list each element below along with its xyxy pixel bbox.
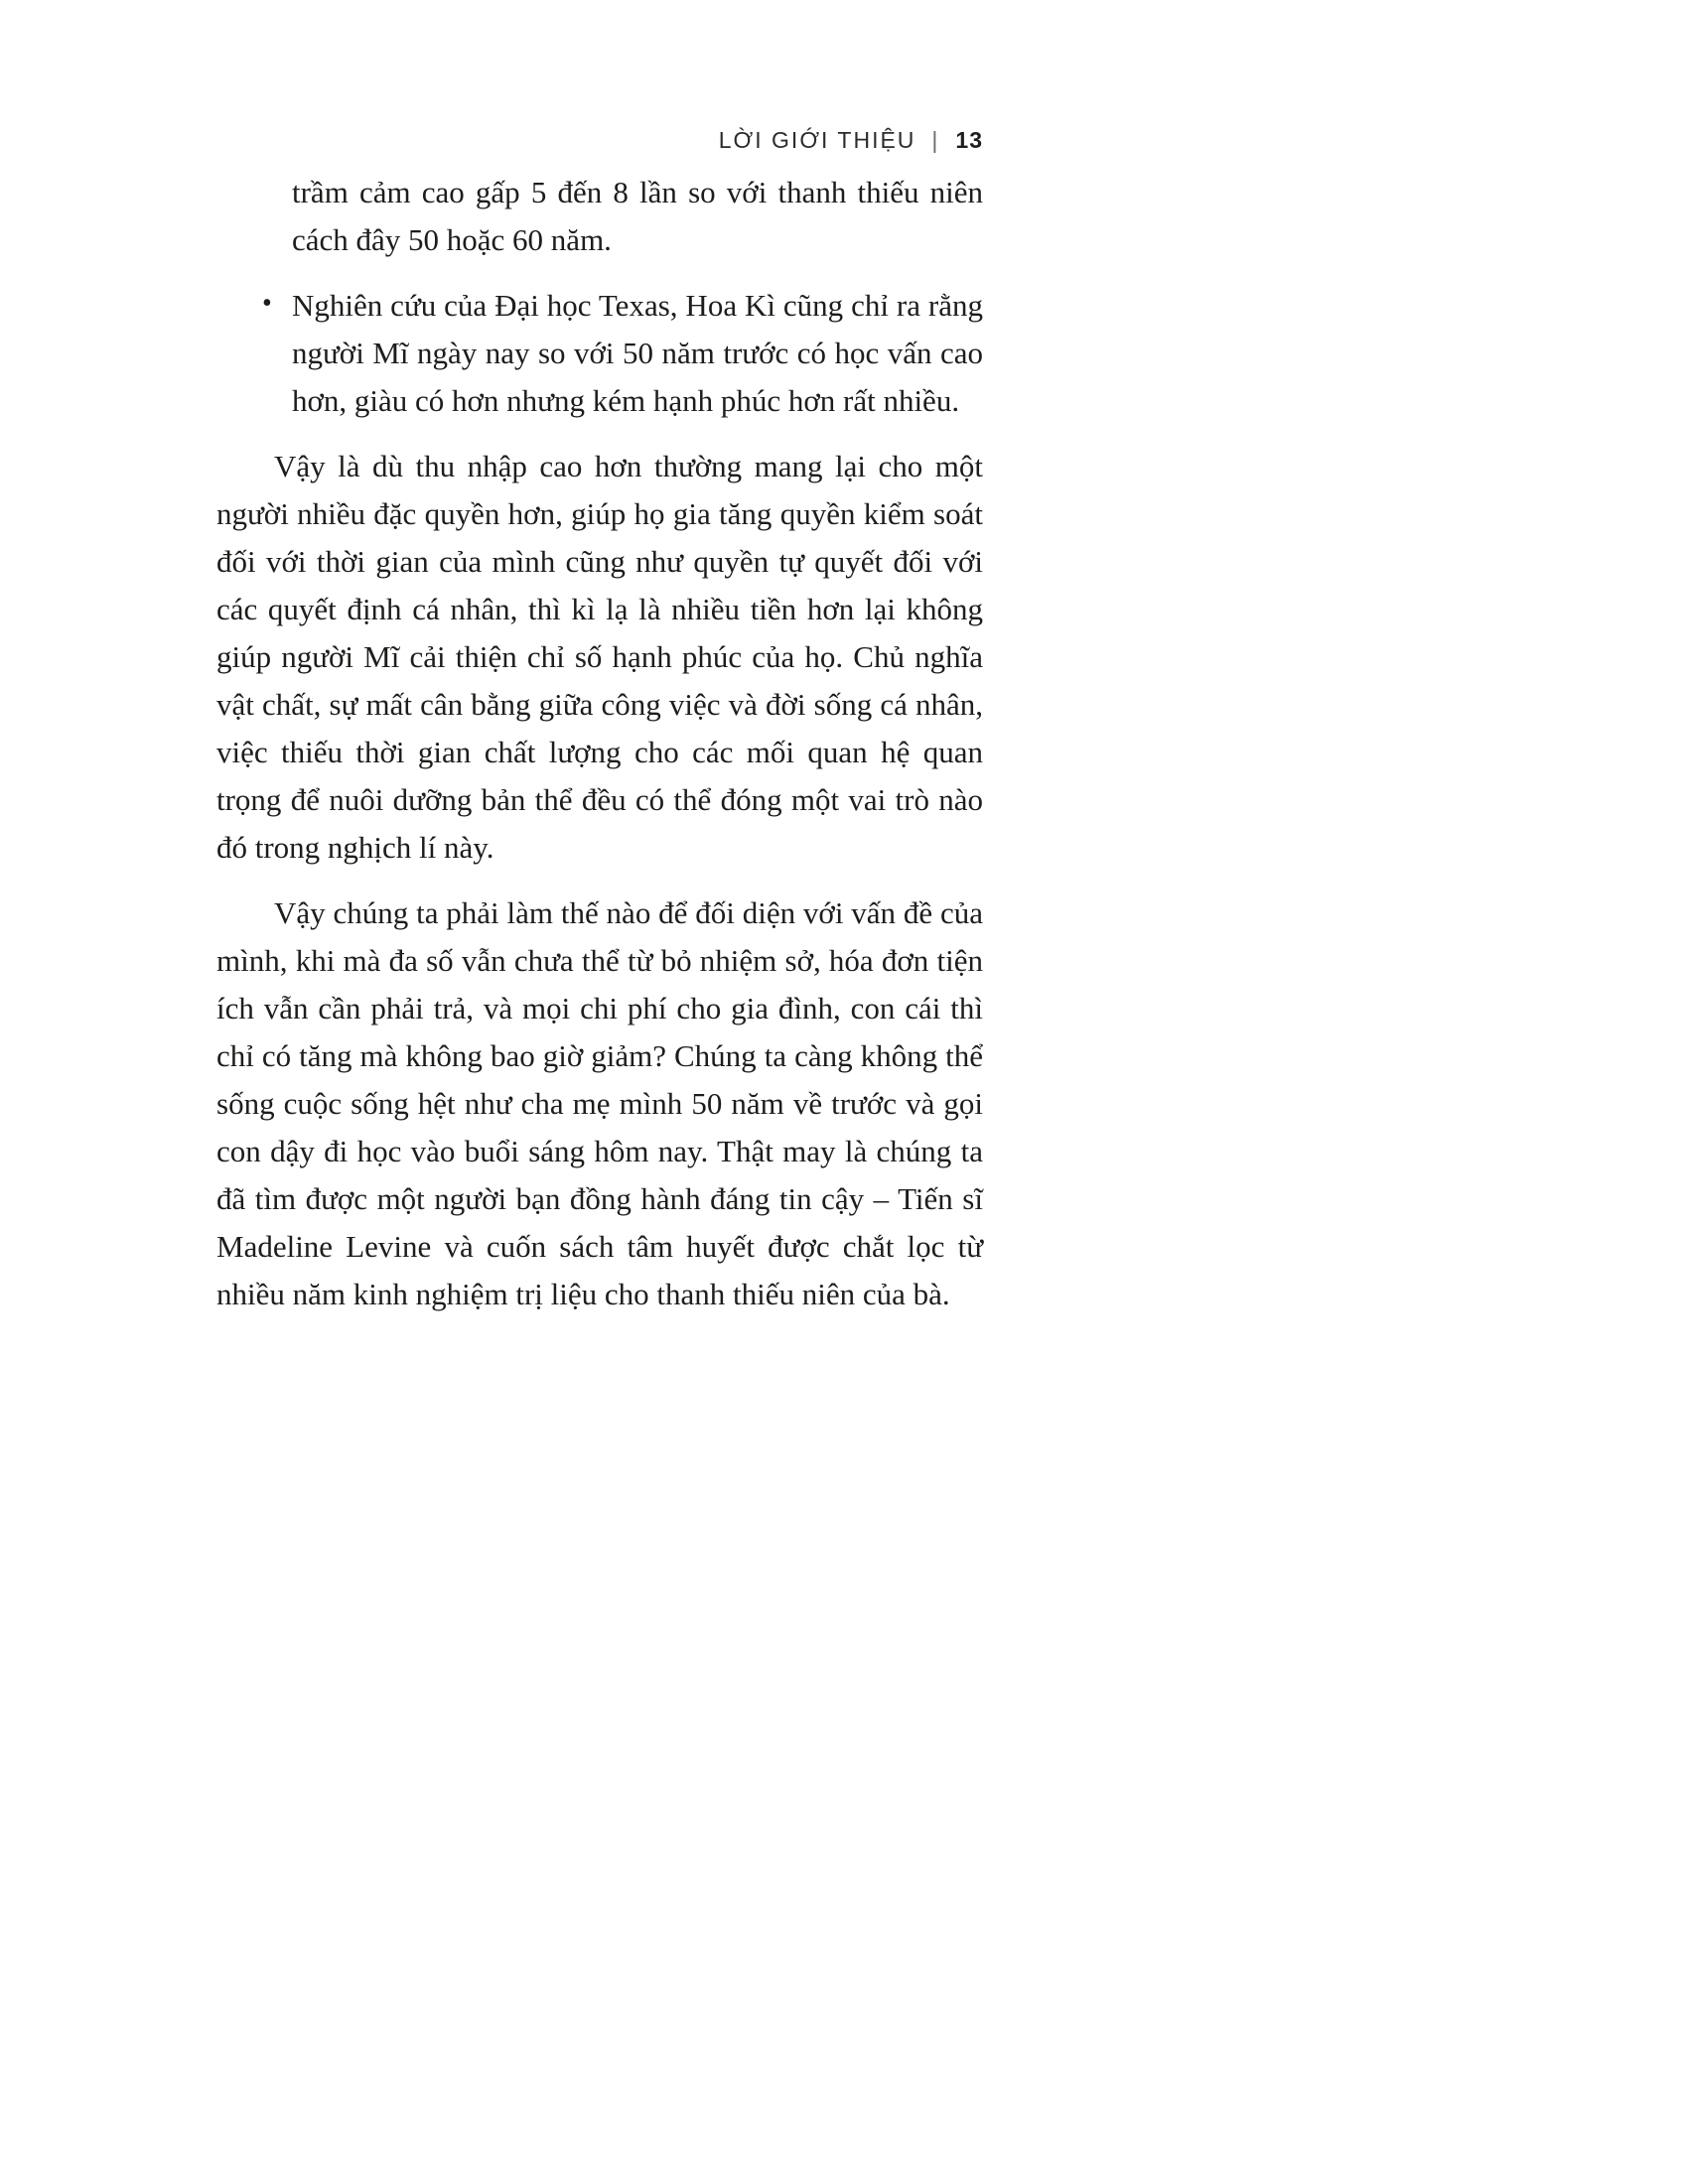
bullet-text: Nghiên cứu của Đại học Texas, Hoa Kì cũng chỉ ra rằng người Mĩ ngày nay so với 50 năm trước có học vấn cao hơn, giàu có hơn nhưng kém hạnh phúc hơn rất nhiều. (292, 288, 983, 418)
list-item-continuation (216, 169, 983, 264)
paragraph: Vậy là dù thu nhập cao hơn thường mang lại cho một người nhiều đặc quyền hơn, giúp họ gia tăng quyền kiểm soát đối với thời gian của mình cũng như quyền tự quyết đối với các quyết định cá nhân, thì kì lạ là nhiều tiền hơn lại không giúp người Mĩ cải thiện chỉ số hạnh phúc của họ. Chủ nghĩa vật chất, sự mất cân bằng giữa công việc và đời sống cá nhân, việc thiếu thời gian chất lượng cho các mối quan hệ quan trọng để nuôi dưỡng bản thể đều có thể đóng một vai trò nào đó trong nghịch lí này. (216, 449, 983, 865)
paragraph: Vậy chúng ta phải làm thế nào để đối diện với vấn đề của mình, khi mà đa số vẫn chưa thể từ bỏ nhiệm sở, hóa đơn tiện ích vẫn cần phải trả, và mọi chi phí cho gia đình, con cái thì chỉ có tăng mà không bao giờ giảm? Chúng ta càng không thể sống cuộc sống hệt như cha mẹ mình 50 năm về trước và gọi con dậy đi học vào buổi sáng hôm nay. Thật may là chúng ta đã tìm được một người bạn đồng hành đáng tin cậy – Tiến sĩ Madeline Levine và cuốn sách tâm huyết được chắt lọc từ nhiều năm kinh nghiệm trị liệu cho thanh thiếu niên của bà. (216, 895, 983, 1311)
list-item (216, 282, 983, 425)
running-title: LỜI GIỚI THIỆU (718, 127, 916, 153)
page-header (216, 127, 983, 154)
page-number: 13 (955, 127, 983, 153)
bullet-text: trầm cảm cao gấp 5 đến 8 lần so với thanh thiếu niên cách đây 50 hoặc 60 năm. (292, 175, 983, 257)
page-content (216, 169, 983, 1318)
header-separator: | (931, 127, 940, 153)
bullet-icon: • (262, 288, 272, 319)
